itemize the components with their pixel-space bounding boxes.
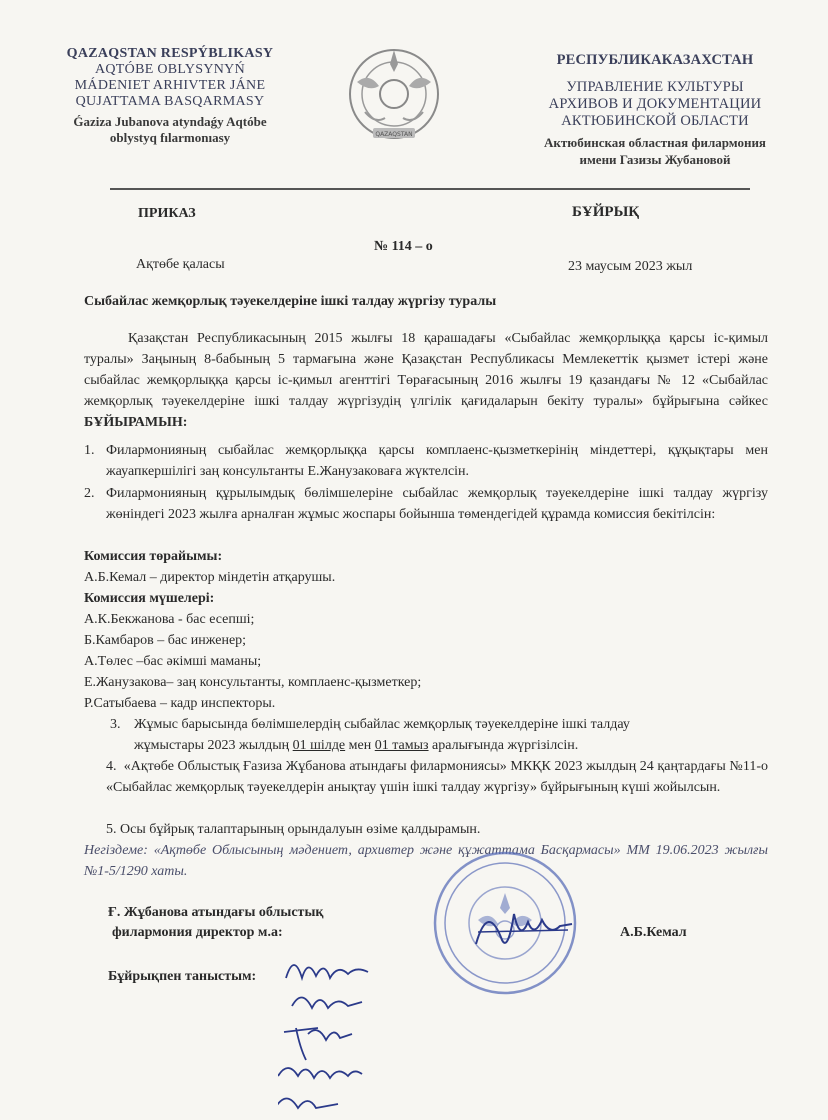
header-right bbox=[520, 52, 790, 168]
commission-chair: А.Б.Кемал – директор міндетін атқарушы. bbox=[84, 570, 336, 585]
basis-note: Негіздеме: «Ақтөбе Облысының мәдениет, архивтер және құжаттама Басқармасы» ММ 19.06.2023 жылғы №1-5/1290 хаты. bbox=[84, 843, 768, 879]
order-number: № 114 – о bbox=[374, 239, 433, 254]
emblem-text: QAZAQSTAN bbox=[375, 131, 413, 138]
header-right-line5: Актюбинская областная филармония bbox=[544, 135, 766, 150]
item3-date-start: 01 шілде bbox=[292, 738, 346, 753]
list-item-2 bbox=[84, 483, 768, 525]
item3-pre: жұмыстары 2023 жылдың bbox=[134, 738, 293, 753]
header-right-line2: УПРАВЛЕНИЕ КУЛЬТУРЫ bbox=[566, 79, 744, 95]
state-emblem bbox=[345, 42, 443, 152]
director-signature bbox=[468, 892, 578, 967]
preamble-text: Қазақстан Республикасының 2015 жылғы 18 қарашадағы «Сыбайлас жемқорлыққа қарсы іс-қимыл туралы» Заңының 8-бабының 5 тармағына және Қазақстан Республикасы Мемлекеттік қызмет істері және сыбайлас жемқорлыққа қарсы іс-қимыл агенттігі Төрағасының 2016 жылғы 19 қазандағы № 12 «Сыбайлас жемқорлық тәуекелдеріне ішкі талдау жүргізудің үлгілік қағидаларын бекіту туралы» бұйрығына сәйкес bbox=[84, 331, 768, 409]
header-divider bbox=[110, 188, 750, 190]
header-left-line1: QAZAQSTAN RESPÝBLIKASY bbox=[66, 46, 274, 61]
signatory-title-line1: Ғ. Жұбанова атындағы облыстық bbox=[108, 905, 324, 920]
item3-mid: мен bbox=[345, 738, 375, 753]
header-left bbox=[40, 46, 300, 146]
list-item-5: 5. Осы бұйрық талаптарының орындалуын өзіме қалдырамын. bbox=[106, 822, 481, 837]
list-item-number: 1. bbox=[84, 443, 95, 458]
order-label-kz: БҰЙРЫҚ bbox=[572, 204, 640, 220]
order-label-ru: ПРИКАЗ bbox=[138, 206, 196, 221]
commission-member: Е.Жанузакова– заң консультанты, комплаенс-қызметкер; bbox=[84, 675, 422, 690]
list-item-text: Филармонияның сыбайлас жемқорлыққа қарсы комплаенс-қызметкерінің міндеттері, құқықтары мен жауапкершілігі заң консультанты Е.Жанузаковаға жүктелсін. bbox=[106, 443, 768, 479]
commission-member: А.К.Бекжанова - бас есепші; bbox=[84, 612, 255, 627]
list-item-3-number: 3. bbox=[110, 717, 121, 732]
list-item-3-line2 bbox=[134, 735, 578, 756]
header-left-line4: QUJATTAMA BASQARMASY bbox=[75, 94, 265, 109]
header-left-line2: AQTÓBE OBLYSYNYŃ bbox=[94, 62, 245, 77]
commission-members-heading: Комиссия мүшелері: bbox=[84, 591, 215, 606]
item3-date-end: 01 тамыз bbox=[374, 738, 429, 753]
header-right-line6: имени Газизы Жубановой bbox=[579, 152, 731, 167]
header-right-line3: АРХИВОВ И ДОКУМЕНТАЦИИ bbox=[548, 96, 762, 112]
preamble bbox=[84, 328, 768, 433]
header-right-line4: АКТЮБИНСКОЙ ОБЛАСТИ bbox=[561, 113, 749, 129]
signatory-name: А.Б.Кемал bbox=[620, 925, 687, 940]
commission-member: Б.Камбаров – бас инженер; bbox=[84, 633, 247, 648]
list-item-4-number: 4. bbox=[106, 759, 117, 774]
header-left-line3: MÁDENIET ARHIVTER JÁNE bbox=[74, 78, 266, 93]
commission-member: Р.Сатыбаева – кадр инспекторы. bbox=[84, 696, 276, 711]
list-item-text: Филармонияның құрылымдық бөлімшелеріне сыбайлас жемқорлық тәуекелдеріне ішкі талдау жүргізу жөніндегі 2023 жылға арналған жұмыс жоспары бойынша төмендегідей құрамда комиссия бекітілсін: bbox=[106, 486, 768, 522]
commission-member: А.Төлес –бас әкімші маманы; bbox=[84, 654, 262, 669]
header-right-line1: РЕСПУБЛИКАКАЗАХСТАН bbox=[556, 52, 754, 68]
signatory-title-line2: филармония директор м.а: bbox=[112, 925, 283, 940]
list-item-4-text: «Ақтөбе Облыстық Ғазиза Жұбанова атындағы филармониясы» МКҚК 2023 жылдың 24 қаңтардағы №11-о «Сыбайлас жемқорлық тәуекелдерін анықтау үшін ішкі талдау жүргізу» бұйрығының күші жойылсын. bbox=[106, 759, 768, 795]
preamble-emphasis: БҰЙЫРАМЫН: bbox=[84, 415, 188, 430]
staff-signatures bbox=[278, 948, 398, 1120]
header-left-line6: oblystyq fılarmonıasy bbox=[109, 130, 231, 145]
item3-post: аралығында жүргізілсін. bbox=[428, 738, 579, 753]
list-item-4 bbox=[106, 756, 768, 798]
order-date: 23 маусым 2023 жыл bbox=[568, 259, 693, 274]
document-title: Сыбайлас жемқорлық тәуекелдеріне ішкі талдау жүргізу туралы bbox=[84, 294, 497, 309]
header-left-line5: Ǵaziza Jubanova atyndaǵy Aqtóbe bbox=[73, 114, 267, 129]
list-item-3-line1: Жұмыс барысында бөлімшелердің сыбайлас жемқорлық тәуекелдеріне ішкі талдау bbox=[134, 717, 630, 732]
list-item-1 bbox=[84, 440, 768, 482]
list-item-number: 2. bbox=[84, 486, 95, 501]
acquainted-label: Бұйрықпен таныстым: bbox=[108, 969, 257, 984]
order-city: Ақтөбе қаласы bbox=[136, 257, 225, 272]
commission-chair-heading: Комиссия төрайымы: bbox=[84, 549, 223, 564]
